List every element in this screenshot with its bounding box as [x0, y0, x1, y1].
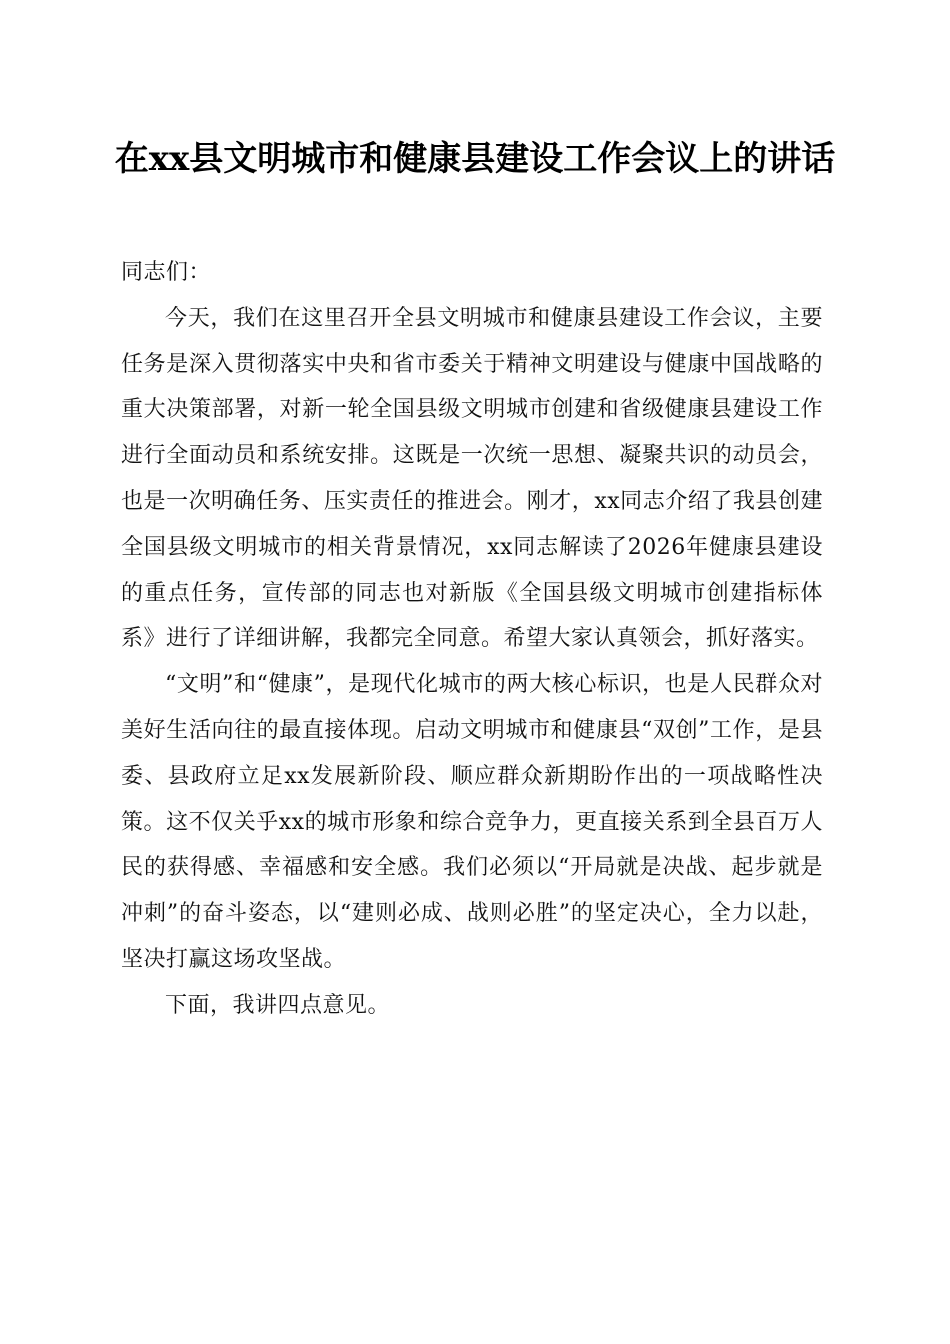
- paragraph-intro: 今天，我们在这里召开全县文明城市和健康县建设工作会议，主要任务是深入贯彻落实中央和省市委关于精神文明建设与健康中国战略的重大决策部署，对新一轮全国县级文明城市创建和省级健康县建设工作进行全面动员和系统安排。这既是一次统一思想、凝聚共识的动员会，也是一次明确任务、压实责任的推进会。刚才，xx同志介绍了我县创建全国县级文明城市的相关背景情况，xx同志解读了2026年健康县建设的重点任务，宣传部的同志也对新版《全国县级文明城市创建指标体系》进行了详细讲解，我都完全同意。希望大家认真领会，抓好落实。: [121, 305, 823, 652]
- salutation: 同志们：: [121, 260, 212, 285]
- document-body: [121, 250, 823, 1029]
- paragraph-transition: 下面，我讲四点意见。: [165, 992, 391, 1018]
- paragraph-significance: “文明”和“健康”，是现代化城市的两大核心标识，也是人民群众对美好生活向往的最直接体现。启动文明城市和健康县“双创”工作，是县委、县政府立足xx发展新阶段、顺应群众新期盼作出的一项战略性决策。这不仅关乎xx的城市形象和综合竞争力，更直接关系到全县百万人民的获得感、幸福感和安全感。我们必须以“开局就是决战、起步就是冲刺”的奋斗姿态，以“建则必成、战则必胜”的坚定决心，全力以赴，坚决打赢这场攻坚战。: [121, 672, 823, 972]
- document-title: 在xx县文明城市和健康县建设工作会议上的讲话: [114, 139, 836, 179]
